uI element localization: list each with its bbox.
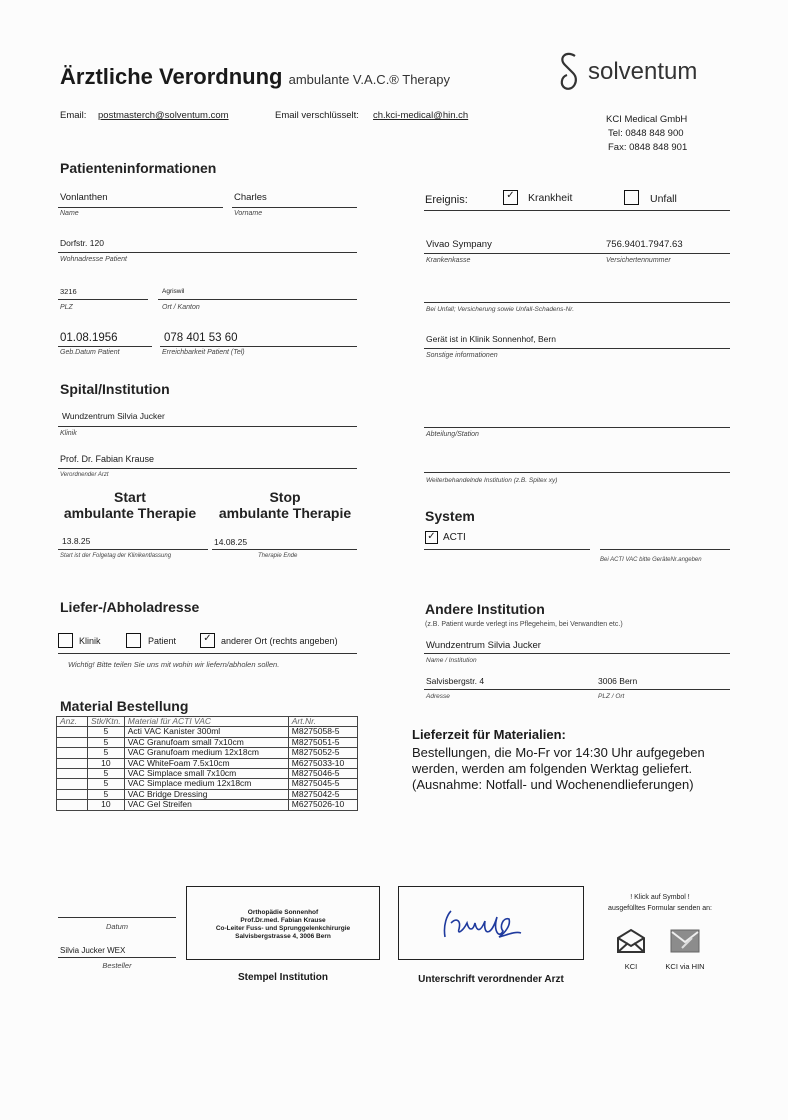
send-note-2: ausgefülltes Formular senden an: xyxy=(608,905,712,912)
table-row xyxy=(57,789,358,799)
tel-label: Erreichbarkeit Patient (Tel) xyxy=(162,349,245,356)
lieferzeit-heading: Lieferzeit für Materialien: xyxy=(412,727,566,742)
artnr-cell: M8275051-5 xyxy=(288,737,357,747)
event-label: Ereignis: xyxy=(425,194,468,206)
liefer-patient-label: Patient xyxy=(148,636,177,646)
unfall-checkbox[interactable] xyxy=(624,190,639,205)
artnr-cell: M8275042-5 xyxy=(288,789,357,799)
lieferzeit-line1: Bestellungen, die Mo-Fr vor 14:30 Uhr aufgegeben xyxy=(412,745,705,760)
table-row xyxy=(57,779,358,789)
material-cell: VAC WhiteFoam 7.5x10cm xyxy=(124,758,288,768)
company-fax: Fax: 0848 848 901 xyxy=(608,142,688,153)
patient-plz[interactable]: 3216 xyxy=(60,287,77,296)
email-link[interactable]: postmasterch@solventum.com xyxy=(98,110,229,121)
artnr-cell: M6275033-10 xyxy=(288,758,357,768)
material-cell: VAC Gel Streifen xyxy=(124,800,288,810)
krankheit-checkbox[interactable]: ✓ xyxy=(503,190,518,205)
sonstige-label: Sonstige informationen xyxy=(426,352,498,359)
datum-label: Datum xyxy=(105,922,129,931)
qty-cell[interactable] xyxy=(57,800,88,810)
patient-address[interactable]: Dorfstr. 120 xyxy=(60,238,104,248)
acti-checkbox[interactable]: ✓ xyxy=(425,531,438,544)
krankheit-label: Krankheit xyxy=(528,192,573,204)
system-note: Bei ACTI VAC bitte GeräteNr.angeben xyxy=(600,557,702,563)
patient-tel[interactable]: 078 401 53 60 xyxy=(164,332,238,344)
stamp-line-3: Co-Leiter Fuss- und Sprunggelenkchirurgie xyxy=(215,925,351,932)
unfall-label: Unfall xyxy=(650,193,677,205)
krankenkasse[interactable]: Vivao Sympany xyxy=(426,239,492,250)
kci-hin-mail-icon[interactable] xyxy=(670,928,700,954)
versichertennummer[interactable]: 756.9401.7947.63 xyxy=(606,239,683,250)
qty-cell[interactable] xyxy=(57,779,88,789)
liefer-heading: Liefer-/Abholadresse xyxy=(60,599,200,615)
vorname-label: Vorname xyxy=(234,210,263,217)
stamp-line-1: Orthopädie Sonnenhof xyxy=(247,909,319,916)
kci-mail-icon[interactable] xyxy=(616,928,646,954)
email-encrypted-label: Email verschlüsselt: xyxy=(275,110,359,121)
klinik-label: Klinik xyxy=(60,430,77,437)
units-cell: 5 xyxy=(88,769,125,779)
andere-plz-ort[interactable]: 3006 Bern xyxy=(598,676,638,686)
andere-hint: (z.B. Patient wurde verlegt ins Pflegeheim, bei Verwandten etc.) xyxy=(425,621,623,628)
form-subtitle: ambulante V.A.C.® Therapy xyxy=(288,72,450,87)
krankenkasse-label: Krankenkasse xyxy=(426,257,471,264)
form-title: Ärztliche Verordnung ambulante V.A.C.® Therapy xyxy=(60,64,450,89)
unfall-nr-label: Bei Unfall; Versicherung sowie Unfall-Schadens-Nr. xyxy=(426,306,574,313)
liefer-klinik-label: Klinik xyxy=(79,636,101,646)
stop-heading: Stop xyxy=(269,489,301,505)
artnr-cell: M8275045-5 xyxy=(288,779,357,789)
signature-label: Unterschrift verordnender Arzt xyxy=(418,974,564,985)
stop-label: Therapie Ende xyxy=(258,553,298,559)
liefer-anderer-checkbox[interactable]: ✓ xyxy=(200,633,215,648)
material-cell: VAC Simplace small 7x10cm xyxy=(124,769,288,779)
acti-label: ACTI xyxy=(443,532,466,543)
patient-ort[interactable]: Agriswil xyxy=(162,288,185,295)
artnr-cell: M8275058-5 xyxy=(288,727,357,737)
lieferzeit-line3: (Ausnahme: Notfall- und Wochenendlieferungen) xyxy=(412,777,694,792)
liefer-klinik-checkbox[interactable] xyxy=(58,633,73,648)
material-cell: VAC Granufoam small 7x10cm xyxy=(124,737,288,747)
solventum-logo-icon xyxy=(556,52,582,94)
table-row xyxy=(57,769,358,779)
stop-date[interactable]: 14.08.25 xyxy=(214,537,248,547)
stamp-line-4: Salvisbergstrasse 4, 3006 Bern xyxy=(235,933,331,940)
qty-cell[interactable] xyxy=(57,727,88,737)
material-cell: VAC Granufoam medium 12x18cm xyxy=(124,748,288,758)
send-note-1: ! Klick auf Symbol ! xyxy=(630,894,690,901)
units-cell: 10 xyxy=(88,800,125,810)
plz-label: PLZ xyxy=(60,304,73,311)
weiterbehandelnde-label: Weiterbehandelnde Institution (z.B. Spitex xy) xyxy=(426,477,558,484)
andere-heading: Andere Institution xyxy=(425,601,545,617)
material-cell: VAC Simplace medium 12x18cm xyxy=(124,779,288,789)
qty-cell[interactable] xyxy=(57,789,88,799)
material-heading: Material Bestellung xyxy=(60,698,189,714)
arzt-label: Verordnender Arzt xyxy=(60,472,109,478)
andere-plz-label: PLZ / Ort xyxy=(598,693,625,700)
liefer-patient-checkbox[interactable] xyxy=(126,633,141,648)
stamp-line-2: Prof.Dr.med. Fabian Krause xyxy=(240,917,326,924)
units-cell: 5 xyxy=(88,748,125,758)
artnr-cell: M8275046-5 xyxy=(288,769,357,779)
signature-box[interactable] xyxy=(398,886,584,960)
address-label: Wohnadresse Patient xyxy=(60,256,127,263)
stop-subheading: ambulante Therapie xyxy=(218,505,352,521)
patient-name[interactable]: Vonlanthen xyxy=(60,192,108,203)
stamp-label: Stempel Institution xyxy=(238,972,328,983)
company-tel: Tel: 0848 848 900 xyxy=(608,128,684,139)
patient-vorname[interactable]: Charles xyxy=(234,192,267,203)
units-cell: 5 xyxy=(88,789,125,799)
kci-label: KCI xyxy=(624,962,638,971)
start-label: Start ist der Folgetag der Klinikentlassung xyxy=(60,553,172,559)
material-cell: Acti VAC Kanister 300ml xyxy=(124,727,288,737)
units-cell: 10 xyxy=(88,758,125,768)
andere-address[interactable]: Salvisbergstr. 4 xyxy=(426,676,485,686)
artnr-cell: M6275026-10 xyxy=(288,800,357,810)
versichertennummer-label: Versichertennummer xyxy=(606,257,671,264)
brand-name: solventum xyxy=(588,58,698,85)
table-row xyxy=(57,727,358,737)
col-material: Material für ACTI VAC xyxy=(124,717,288,727)
start-subheading: ambulante Therapie xyxy=(63,505,197,521)
material-cell: VAC Bridge Dressing xyxy=(124,789,288,799)
liefer-note: Wichtig! Bitte teilen Sie uns mit wohin wir liefern/abholen sollen. xyxy=(68,660,280,669)
units-cell: 5 xyxy=(88,737,125,747)
material-table xyxy=(56,716,358,811)
arzt-value[interactable]: Prof. Dr. Fabian Krause xyxy=(60,454,155,464)
spital-heading: Spital/Institution xyxy=(60,381,170,397)
start-date[interactable]: 13.8.25 xyxy=(62,536,91,546)
col-stk: Stk/Ktn. xyxy=(88,717,125,727)
besteller-value[interactable]: Silvia Jucker WEX xyxy=(60,946,126,955)
besteller-label: Besteller xyxy=(102,961,132,970)
start-heading: Start xyxy=(114,489,146,505)
andere-name[interactable]: Wundzentrum Silvia Jucker xyxy=(426,640,541,651)
dob-label: Geb.Datum Patient xyxy=(60,349,120,356)
units-cell: 5 xyxy=(88,727,125,737)
patient-dob[interactable]: 01.08.1956 xyxy=(60,332,118,344)
artnr-cell: M8275052-5 xyxy=(288,748,357,758)
qty-cell[interactable] xyxy=(57,748,88,758)
patient-heading: Patienteninformationen xyxy=(60,160,217,176)
qty-cell[interactable] xyxy=(57,769,88,779)
kci-hin-label: KCI via HIN xyxy=(665,962,705,971)
company-name: KCI Medical GmbH xyxy=(606,114,688,125)
qty-cell[interactable] xyxy=(57,737,88,747)
email-label: Email: xyxy=(60,110,87,121)
table-row xyxy=(57,737,358,747)
andere-address-label: Adresse xyxy=(426,693,450,700)
klinik-value[interactable]: Wundzentrum Silvia Jucker xyxy=(62,411,165,421)
stamp-box xyxy=(186,886,380,960)
ort-label: Ort / Kanton xyxy=(162,304,200,311)
system-heading: System xyxy=(425,508,475,524)
table-row xyxy=(57,800,358,810)
name-label: Name xyxy=(60,210,79,217)
units-cell: 5 xyxy=(88,779,125,789)
signature-icon xyxy=(399,887,585,961)
table-row xyxy=(57,758,358,768)
andere-name-label: Name / Institution xyxy=(426,657,477,664)
abteilung-label: Abteilung/Station xyxy=(426,431,479,438)
qty-cell[interactable] xyxy=(57,758,88,768)
email-encrypted-link[interactable]: ch.kci-medical@hin.ch xyxy=(373,110,469,121)
col-anzahl: Anz. xyxy=(57,717,88,727)
liefer-anderer-label: anderer Ort (rechts angeben) xyxy=(221,636,338,646)
sonstige-info[interactable]: Gerät ist in Klinik Sonnenhof, Bern xyxy=(426,334,556,344)
lieferzeit-line2: werden, werden am folgenden Werktag geliefert. xyxy=(412,761,693,776)
table-row xyxy=(57,748,358,758)
col-artnr: Art.Nr. xyxy=(288,717,357,727)
